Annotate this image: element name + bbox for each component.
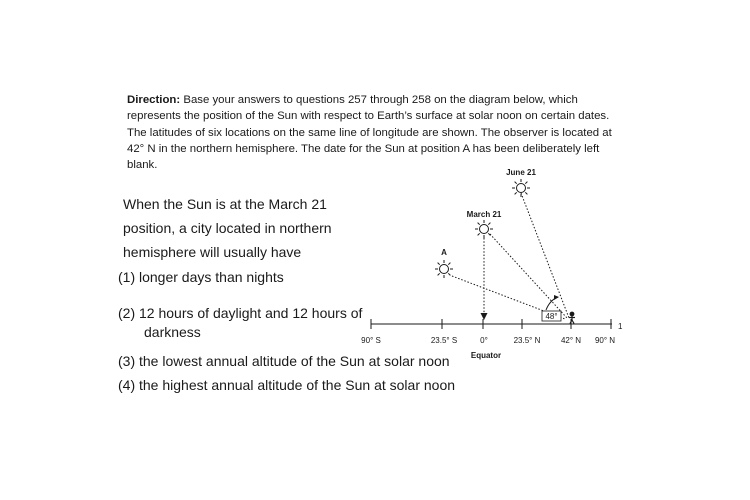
option-1: (1) longer days than nights [118, 269, 284, 285]
latitude-line [371, 319, 612, 329]
question-stem: When the Sun is at the March 21 position, a city located in northern hemisphere will usually have [123, 196, 332, 260]
june-ray [521, 193, 569, 318]
angle-label: 48° [545, 312, 558, 321]
latitude-label: 23.5° S [430, 336, 458, 345]
sun-label-june: June 21 [506, 168, 536, 177]
sun-label-a: A [441, 248, 447, 257]
latitude-label: 90° S [361, 336, 381, 345]
equator-arrow-icon [481, 313, 488, 320]
angle-arrow-icon [554, 295, 559, 300]
angle-arc [546, 297, 558, 310]
option-2: (2) 12 hours of daylight and 12 hours of [118, 305, 363, 321]
end-label: 1 [618, 322, 623, 331]
latitude-label: 0° [480, 336, 488, 345]
option-2-continued: darkness [144, 324, 201, 340]
latitude-label: 23.5° N [513, 336, 541, 345]
sun-icon [475, 220, 493, 238]
march-ray [490, 234, 567, 318]
equator-label: Equator [470, 351, 502, 360]
latitude-label: 90° N [594, 336, 616, 345]
sun-icon [512, 179, 530, 197]
direction-text: Base your answers to questions 257 through 258 on the diagram below, which represents the position of the Sun with respect to Earth’s surface at solar noon on certain dates. The latitudes of six locations on the same line of longitude are shown. The observer is located at 42° N in the northern hemisphere. The date for the Sun at position A has been deliberately left blank. [127, 94, 612, 172]
person-icon [569, 312, 575, 323]
sun-label-march: March 21 [466, 210, 502, 219]
latitude-label: 42° N [560, 336, 582, 345]
direction-label: Direction: [127, 94, 181, 106]
option-3: (3) the lowest annual altitude of the Sun at solar noon [118, 353, 450, 369]
sun-icon [435, 260, 453, 278]
option-4: (4) the highest annual altitude of the Sun at solar noon [118, 377, 456, 393]
